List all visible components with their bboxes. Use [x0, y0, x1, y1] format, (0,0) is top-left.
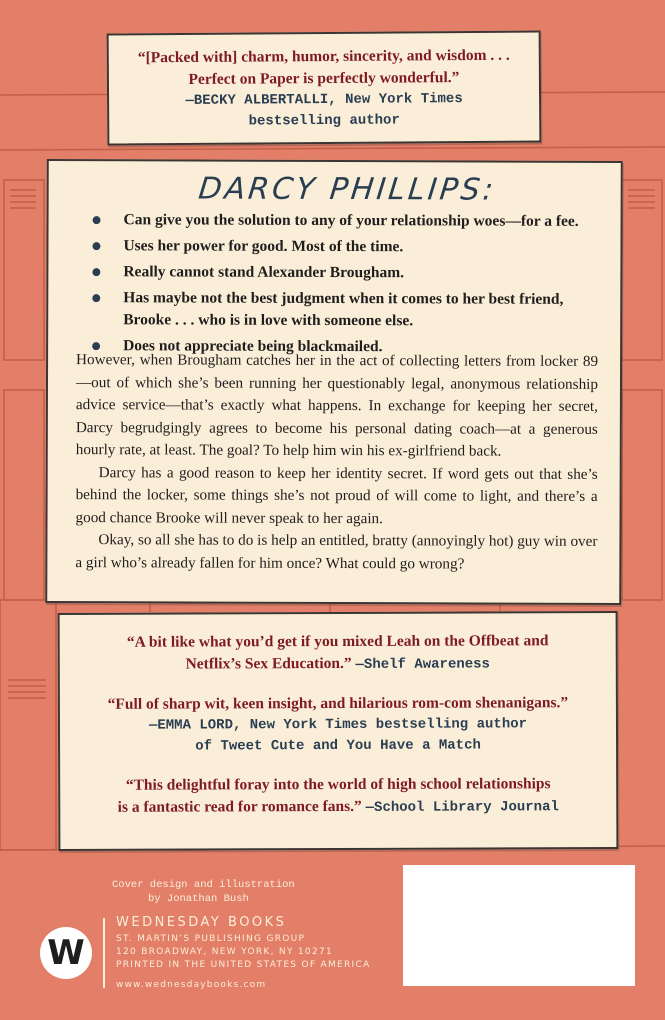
bullet-item [88, 287, 598, 333]
top-quote-line1: “[Packed with] charm, humor, sincerity, and wisdom . . . [137, 46, 510, 67]
bullet-dot-icon [93, 216, 101, 224]
bullet-text: Can give you the solution to any of your relationship woes—for a fee. [123, 211, 579, 230]
review-quote-2-attribution-line1: —EMMA LORD, New York Times bestselling author [148, 716, 528, 734]
credits-line1: Cover design and illustration [112, 879, 295, 891]
barcode-area [403, 865, 635, 986]
divider [103, 918, 105, 988]
review-quote-3-line1: “This delightful foray into the world of high school relationships [125, 775, 551, 794]
top-quote-attribution-line1: —BECKY ALBERTALLI, New York Times [185, 91, 463, 109]
publisher-printed: PRINTED IN THE UNITED STATES OF AMERICA [116, 960, 371, 970]
character-title: DARCY PHILLIPS: [196, 171, 498, 208]
bullet-text: Uses her power for good. Most of the time. [123, 237, 404, 256]
publisher-logo [40, 927, 92, 979]
review-quote-3-line2-text: is a fantastic read for romance fans.” [117, 797, 362, 816]
bullet-item [88, 261, 598, 285]
bullet-dot-icon [92, 268, 100, 276]
review-quote-1-attribution: —Shelf Awareness [355, 656, 490, 673]
top-quote-attribution-line2: bestselling author [248, 112, 400, 130]
review-quotes-card [58, 611, 619, 851]
review-quote-3-line2 [60, 795, 616, 820]
bullet-list [88, 209, 599, 363]
bullet-text: Really cannot stand Alexander Brougham. [123, 263, 405, 282]
bullet-dot-icon [92, 294, 100, 302]
review-quote-2-line1: “Full of sharp wit, keen insight, and hilarious rom-com shenanigans.” [107, 694, 569, 713]
publisher-url: www.wednesdaybooks.com [116, 980, 267, 990]
review-quote-2-attribution-line2: of Tweet Cute and You Have a Match [195, 737, 481, 755]
bullet-text: Does not appreciate being blackmailed. [123, 337, 383, 356]
bullet-item [89, 209, 599, 233]
publisher-info [116, 915, 371, 990]
review-quote-1-line2-text: Netflix’s Sex Education.” [185, 654, 352, 673]
synopsis [75, 349, 598, 576]
synopsis-paragraph: However, when Brougham catches her in the act of collecting letters from locker 89—out of which she’s been running her questionably legal, anonymous relationship advice service—that’s exactly what happens. In exchange for keeping her secret, Darcy begrudgingly agrees to become his personal dating coach—at a generous hourly rate, at least. The goal? To help him win his ex-girlfriend back. [75, 351, 599, 460]
cover-credits [112, 878, 295, 906]
credits-line2: by Jonathan Bush [148, 893, 249, 905]
top-quote-card [107, 30, 542, 145]
publisher-name: WEDNESDAY BOOKS [116, 915, 287, 930]
top-quote-line2: Perfect on Paper is perfectly wonderful.” [188, 69, 460, 88]
bullet-item [88, 235, 598, 259]
publisher-group: ST. MARTIN’S PUBLISHING GROUP [116, 934, 306, 944]
synopsis-paragraph: Okay, so all she has to do is help an entitled, bratty (annoyingly hot) guy win over a girl who’s already fallen for him once? What could go wrong? [75, 531, 598, 572]
bullet-text: Has maybe not the best judgment when it comes to her best friend, Brooke . . . who is in love with someone else. [123, 289, 564, 330]
review-quote-1-line2 [60, 652, 616, 677]
publisher-address: 120 BROADWAY, NEW YORK, NY 10271 [116, 947, 334, 957]
description-card [45, 159, 623, 605]
synopsis-paragraph: Darcy has a good reason to keep her identity secret. If word gets out that she’s behind the locker, some things she’s not proud of will come to light, and there’s a good chance Brooke will never speak to her again. [75, 463, 598, 527]
publisher-logo-letter: W [47, 933, 85, 973]
review-quote-3-attribution: —School Library Journal [365, 799, 559, 816]
bullet-dot-icon [92, 242, 100, 250]
review-quote-1-line1: “A bit like what you’d get if you mixed Leah on the Offbeat and [126, 632, 549, 651]
